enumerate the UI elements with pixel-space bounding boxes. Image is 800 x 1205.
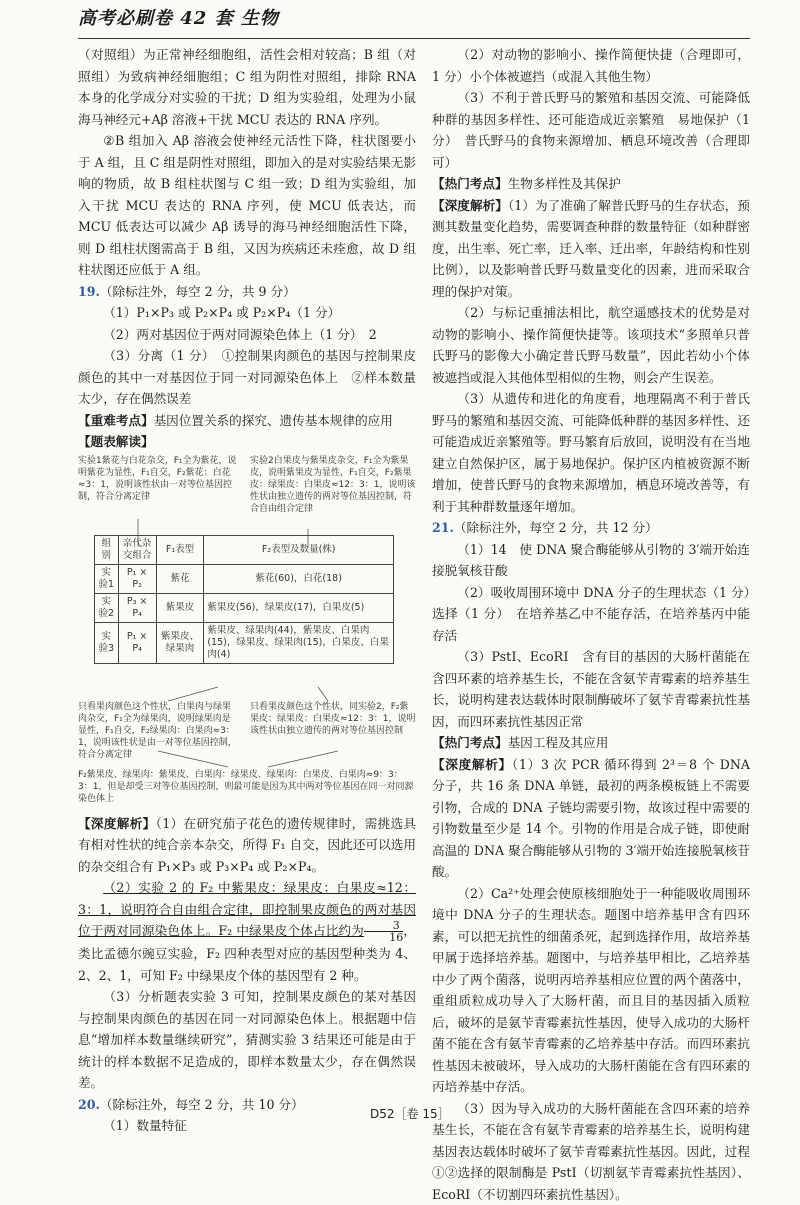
table-header: 组别 <box>95 535 119 564</box>
figure-note: F₂紫果皮、绿果肉：紫果皮、白果肉：绿果皮、绿果肉：白果皮、白果肉≈9：3：3：1，但是却受三对等位基因控制，则最可能是因为其中两对等位基因在同一对同源染色体上 <box>78 769 416 805</box>
score-note: （除标注外，每空 2 分，共 10 分） <box>100 1097 304 1112</box>
deep-analysis <box>78 813 416 878</box>
deep-analysis-label: 【深度解析】 <box>78 816 156 831</box>
analysis-para: （3）从遗传和进化的角度看，地理隔离不利于普氏野马的繁殖和基因交流、可能降低种群的基因多样性、还可能造成近亲繁殖等。野马繁育后放回，说明没有在当地建立自然保护区，属于易地保护。保护区内植被资源不断增加，使普氏野马的食物来源增加，栖息环境改善等，有利于其种群数量逐年增加。 <box>432 388 750 517</box>
answer-line: （2）吸收周围环境中 DNA 分子的生理状态（1 分） 选择（1 分） 在培养基乙中不能存活，在培养基丙中能存活 <box>432 582 750 647</box>
table-row <box>95 564 394 593</box>
answer-line: （2）对动物的影响小、操作简便快捷（合理即可，1 分）小个体被遮挡（或混入其他生物） <box>432 44 750 87</box>
table-header: F₁表型 <box>156 535 204 564</box>
question-19-header <box>78 281 416 303</box>
answer-para: （对照组）为正常神经细胞组，活性会相对较高；B 组（对照组）为致病神经细胞组；C 组为阴性对照组，排除 RNA 本身的化学成分对实验的干扰；D 组为实验组，处理为小鼠海马神经元+Aβ 溶液+干扰 MCU 表达的 RNA 序列。 <box>78 44 416 130</box>
table-cell: 紫果皮(56)，绿果皮(17)，白果皮(5) <box>204 593 394 622</box>
answer-line: （3）PstⅠ、EcoRⅠ 含有目的基因的大肠杆菌能在含四环素的培养基生长，不能在含氨苄青霉素的培养基生长，说明构建表达载体时限制酶破坏了氨苄青霉素抗性基因，而四环素抗性基因正常 <box>432 646 750 732</box>
analysis-text: （2）实验 2 的 F₂ 中紫果皮：绿果皮：白果皮≈12：3：1，说明符合自由组合定律，即控制果皮颜色的两对基因位于两对同源染色体上。F₂ 中绿果皮个体占比约为 <box>78 880 416 938</box>
answer-line: （3）分离（1 分） ①控制果肉颜色的基因与控制果皮颜色的其中一对基因位于同一对同源染色体上 ②样本数量太少，存在偶然误差 <box>78 345 416 410</box>
table-reading-label <box>78 431 416 453</box>
fraction-denominator: 16 <box>364 932 403 943</box>
question-20-header <box>78 1094 416 1116</box>
table-cell: 紫花 <box>156 564 204 593</box>
key-point-label: 【重难考点】 <box>78 413 154 428</box>
question-number: 21. <box>432 520 454 535</box>
analysis-para: （2）与标记重捕法相比，航空遥感技术的优势是对动物的影响小、操作简便快捷等。该项技术“多照单只普氏野马的影像大小确定普氏野马数量”，因此若幼小个体被遮挡或混入其他体型相似的生物，则会产生误差。 <box>432 302 750 388</box>
page-number: D52［卷 15］ <box>370 1104 450 1126</box>
hot-point <box>432 173 750 195</box>
deep-analysis <box>432 195 750 303</box>
hot-point <box>432 732 750 754</box>
header-rule <box>78 38 750 39</box>
analysis-para <box>78 877 416 986</box>
question-number: 20. <box>78 1097 100 1112</box>
hot-point-label: 【热门考点】 <box>432 176 508 191</box>
right-column <box>432 44 750 1205</box>
question-21-header <box>432 517 750 539</box>
score-note: （除标注外，每空 2 分，共 12 分） <box>454 520 658 535</box>
table-cell: P₁ × P₄ <box>118 622 156 663</box>
table-header-row <box>95 535 394 564</box>
table-cell: 实验1 <box>95 564 119 593</box>
table-header: F₂表型及数量(株) <box>204 535 394 564</box>
analysis-text: （1）3 次 PCR 循环得到 2³＝8 个 DNA 分子，共 16 条 DNA 单链，最初的两条模板链上不需要引物，合成的 DNA 子链均需要引物，故该过程中需要的引物数量至少是 14 个。引物的作用是合成子链，即使耐高温的 DNA 聚合酶能够从引物的 3′端开始连接脱氧核苷酸。 <box>432 757 750 880</box>
analysis-para: （3）分析题表实验 3 可知，控制果皮颜色的某对基因与控制果肉颜色的基因在同一对同源染色体上。根据题中信息“增加样本数量继续研究”，猜测实验 3 结果还可能是由于统计的样本数据不足造成的，即样本数量太少，存在偶然误差。 <box>78 986 416 1094</box>
table-reading-title: 【题表解读】 <box>78 434 154 449</box>
table-cell: 实验2 <box>95 593 119 622</box>
table-row <box>95 622 394 663</box>
page-header: 高考必刷卷 42 套 生物 <box>78 8 279 30</box>
answer-line: （1）14 使 DNA 聚合酶能够从引物的 3′端开始连接脱氧核苷酸 <box>432 539 750 582</box>
table-row <box>95 593 394 622</box>
table-cell: 紫果皮、绿果肉 <box>156 622 204 663</box>
answer-para: ②B 组加入 Aβ 溶液会使神经元活性下降，柱状图要小于 A 组，且 C 组是阴性对照组，即加入的是对实验结果无影响的物质，故 B 组柱状图与 C 组一致；D 组为实验组，加入干扰 MCU 表达的 RNA 序列，使 MCU 低表达，而 MCU 低表达可以减少 Aβ 诱导的海马神经细胞活性下降，则 D 组柱状图需高于 B 组，又因为疾病还未痊愈，故 D 组柱状图还应低于 A 组。 <box>78 130 416 281</box>
analysis-para: （2）Ca²⁺处理会使原核细胞处于一种能吸收周围环境中 DNA 分子的生理状态。题图中培养基甲含有四环素，可以把无抗性的细菌杀死，起到选择作用，故培养基甲属于选择培养基。题图中，与培养基甲相比，乙培养基中少了两个菌落，说明丙培养基相应位置的两个菌落中，重组质粒成功导入了大肠杆菌，而且目的基因插入质粒后，破坏的是氨苄青霉素抗性基因，使导入成功的大肠杆菌不能在含有氨苄青霉素的乙培养基中存活。而四环素抗性基因未被破坏，导入成功的大肠杆菌能在含有四环素的丙培养基中存活。 <box>432 883 750 1098</box>
answer-line: （2）两对基因位于两对同源染色体上（1 分） 2 <box>78 324 416 346</box>
left-column <box>78 44 416 1137</box>
figure-note: 只看果肉颜色这个性状，白果肉与绿果肉杂交，F₁全为绿果肉，说明绿果肉是显性，F₁自交，F₂绿果肉：白果肉≈3：1，说明该性状是由一对等位基因控制，符合分离定律 <box>78 701 238 761</box>
deep-analysis-label: 【深度解析】 <box>432 198 508 213</box>
score-note: （除标注外，每空 2 分，共 9 分） <box>100 284 296 299</box>
data-table <box>94 535 394 664</box>
table-cell: 紫花(60)，白花(18) <box>204 564 394 593</box>
genetics-figure <box>78 455 416 813</box>
hot-point-text: 生物多样性及其保护 <box>508 176 621 191</box>
table-cell: 紫果皮 <box>156 593 204 622</box>
deep-analysis-label: 【深度解析】 <box>432 757 512 772</box>
deep-analysis <box>432 754 750 883</box>
question-number: 19. <box>78 284 100 299</box>
table-cell: 实验3 <box>95 622 119 663</box>
table-header: 亲代杂交组合 <box>118 535 156 564</box>
figure-note: 实验1紫花与白花杂交，F₁全为紫花，说明紫花为显性，F₁自交，F₂紫花：白花≈3：1，说明该性状由一对等位基因控制，符合分离定律 <box>78 455 238 503</box>
analysis-para: （3）因为导入成功的大肠杆菌能在含四环素的培养基生长，不能在含有氨苄青霉素的培养基生长，说明构建基因表达载体时破坏了氨苄青霉素抗性基因。因此，过程①②选择的限制酶是 PstⅠ（切割氨苄青霉素抗性基因）、EcoRⅠ（不切割四环素抗性基因）。 <box>432 1098 750 1205</box>
answer-line: （1）P₁×P₃ 或 P₂×P₄ 或 P₂×P₄（1 分） <box>78 302 416 324</box>
table-cell: 紫果皮、绿果肉(44)，紫果皮、白果肉(15)，绿果皮、绿果肉(15)，白果皮、白果肉(4) <box>204 622 394 663</box>
hot-point-label: 【热门考点】 <box>432 735 508 750</box>
fraction-numerator: 3 <box>364 920 403 932</box>
figure-note: 实验2白果皮与紫果皮杂交，F₁全为紫果皮，说明紫果皮为显性，F₁自交，F₂紫果皮：绿果皮：白果皮≈12：3：1，说明该性状由独立遗传的两对等位基因控制，符合自由组合定律 <box>250 455 416 515</box>
analysis-text: （1）在研究茄子花色的遗传规律时，需挑选具有相对性状的纯合亲本杂交，所得 F₁ 自交，因此还可以选用的杂交组合有 P₁×P₃ 或 P₃×P₄ 或 P₂×P₄。 <box>78 816 416 874</box>
answer-line: （1）数量特征 <box>78 1115 416 1137</box>
analysis-text: ，类比孟德尔豌豆实验，F₂ 四种表型对应的基因型种类为 4、2、2、1，可知 F₂ 中绿果皮个体的基因型有 2 种。 <box>78 923 416 983</box>
fraction <box>364 920 403 943</box>
answer-line: （3）不利于普氏野马的繁殖和基因交流、可能降低种群的基因多样性、还可能造成近亲繁殖 易地保护（1 分） 普氏野马的食物来源增加、栖息环境改善（合理即可） <box>432 87 750 173</box>
table-cell: P₁ × P₂ <box>118 564 156 593</box>
hot-point-text: 基因工程及其应用 <box>508 735 609 750</box>
figure-note: 只看果皮颜色这个性状，同实验2，F₂紫果皮：绿果皮：白果皮≈12：3：1，说明该性状由独立遗传的两对等位基因控制 <box>250 701 416 737</box>
table-cell: P₃ × P₄ <box>118 593 156 622</box>
analysis-text: （1）为了准确了解普氏野马的生存状态，预测其数量变化趋势，需要调查种群的数量特征（如种群密度，出生率、死亡率，迁入率、迁出率，年龄结构和性别比例），以及影响普氏野马数量变化的因素，进而采取合理的保护对策。 <box>432 198 750 299</box>
key-point <box>78 410 416 432</box>
key-point-text: 基因位置关系的探究、遗传基本规律的应用 <box>154 413 393 428</box>
